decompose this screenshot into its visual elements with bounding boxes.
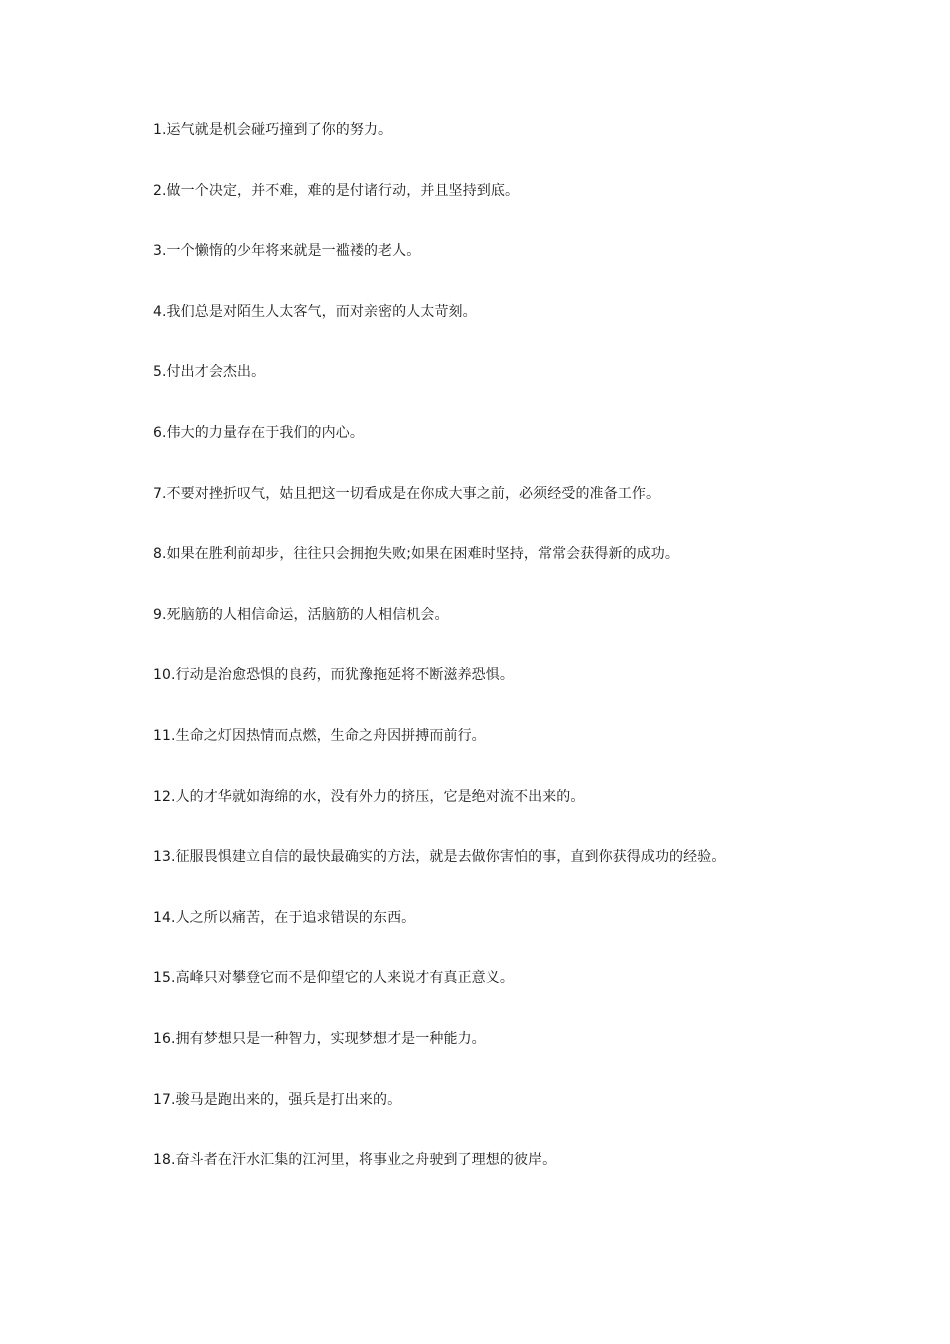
quote-line-9: 9.死脑筋的人相信命运，活脑筋的人相信机会。 bbox=[153, 606, 449, 623]
quote-line-13: 13.征服畏惧建立自信的最快最确实的方法，就是去做你害怕的事，直到你获得成功的经验。 bbox=[153, 849, 726, 866]
quote-line-5: 5.付出才会杰出。 bbox=[153, 364, 266, 381]
quote-line-1: 1.运气就是机会碰巧撞到了你的努力。 bbox=[153, 122, 393, 138]
quote-list bbox=[153, 119, 853, 1210]
quote-line-7: 7.不要对挫折叹气，姑且把这一切看成是在你成大事之前，必须经受的准备工作。 bbox=[153, 485, 661, 502]
quote-line-10: 10.行动是治愈恐惧的良药，而犹豫拖延将不断滋养恐惧。 bbox=[153, 667, 514, 684]
quote-line-11: 11.生命之灯因热情而点燃，生命之舟因拼搏而前行。 bbox=[153, 727, 486, 744]
quote-line-18: 18.奋斗者在汗水汇集的江河里，将事业之舟驶到了理想的彼岸。 bbox=[153, 1152, 557, 1169]
quote-line-17: 17.骏马是跑出来的，强兵是打出来的。 bbox=[153, 1091, 402, 1108]
quote-line-2: 2.做一个决定，并不难，难的是付诸行动，并且坚持到底。 bbox=[153, 182, 520, 199]
quote-line-12: 12.人的才华就如海绵的水，没有外力的挤压，它是绝对流不出来的。 bbox=[153, 788, 585, 805]
quote-line-16: 16.拥有梦想只是一种智力，实现梦想才是一种能力。 bbox=[153, 1030, 486, 1047]
quote-line-14: 14.人之所以痛苦，在于追求错误的东西。 bbox=[153, 909, 416, 926]
quote-line-15: 15.高峰只对攀登它而不是仰望它的人来说才有真正意义。 bbox=[153, 970, 514, 987]
quote-line-6: 6.伟大的力量存在于我们的内心。 bbox=[153, 424, 364, 441]
quote-line-4: 4.我们总是对陌生人太客气，而对亲密的人太苛刻。 bbox=[153, 303, 477, 320]
quote-line-3: 3.一个懒惰的少年将来就是一褴褛的老人。 bbox=[153, 243, 421, 260]
quote-line-8: 8.如果在胜利前却步，往往只会拥抱失败;如果在困难时坚持，常常会获得新的成功。 bbox=[153, 546, 679, 563]
